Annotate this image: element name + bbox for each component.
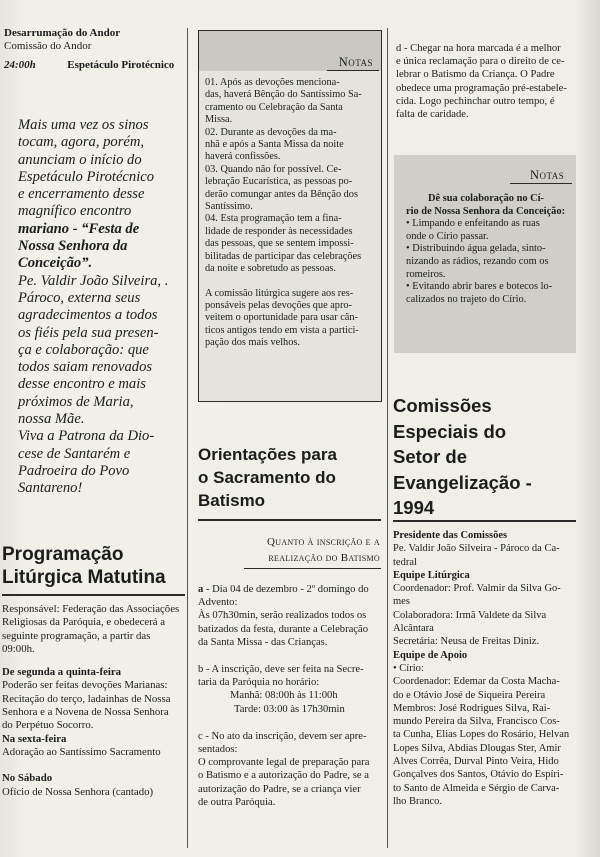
- heading-line: Especiais do: [393, 420, 507, 442]
- section-line: Membros: José Rodrigues Silva, Rai-: [393, 702, 551, 714]
- notas2-lead: Dê sua colaboração no Cí-: [428, 193, 545, 204]
- subhead-underline: [244, 568, 381, 569]
- section-title: Equipe de Apoio: [393, 649, 468, 661]
- heading-line: Evangelização -: [393, 471, 532, 493]
- notas-closing-line: ticos antigos tendo em vista a partici-: [205, 324, 359, 336]
- programacao-heading: [2, 543, 186, 589]
- section-line: to Santo de Almeida e Sérgio de Carva-: [393, 782, 560, 794]
- day-line: Poderão ser feitas devoções Marianas:: [2, 679, 168, 692]
- item-b-line: taria da Paróquia no horário:: [198, 677, 320, 689]
- italic-line: Padroeira do Povo: [18, 462, 130, 479]
- notas2-item: • Distribuindo água gelada, sinto-: [406, 243, 546, 255]
- item-d-line: e única reclamação para o direito de ce-: [396, 56, 565, 68]
- time-line: [4, 59, 184, 72]
- notas-line: nhã e após a Santa Missa da noite: [205, 139, 344, 151]
- italic-line: magnífico encontro: [18, 203, 132, 220]
- italic-line: os fiéis pela sua presen-: [18, 324, 159, 341]
- italic-line: desse encontro e mais: [18, 376, 146, 393]
- day-heading: Na sexta-feira: [2, 732, 67, 745]
- orientacoes-heading: [198, 443, 383, 512]
- notas-tag-1: Notas: [338, 55, 373, 69]
- section-line: Coordenador: Edemar da Costa Macha-: [393, 676, 560, 688]
- italic-line: mariano - “Festa de: [18, 220, 140, 237]
- item-a-line: a - Dia 04 de dezembro - 2º domingo do: [198, 584, 369, 595]
- notas2-item: onde o Círio passar.: [406, 230, 489, 242]
- notas-closing-line: A comissão litúrgica sugere aos res-: [205, 287, 354, 299]
- heading-line: Comissões: [393, 395, 492, 416]
- italic-line: e encerramento desse: [18, 186, 145, 203]
- notas-closing-line: pação dos mais velhos.: [205, 337, 300, 349]
- top-line-1: Desarrumação do Andor: [4, 27, 121, 39]
- hours-line: Manhã: 08:00h às 11:00h: [230, 690, 338, 702]
- italic-line: Nossa Senhora da: [18, 238, 128, 255]
- italic-line: cese de Santarém e: [18, 445, 131, 462]
- section-line: Pe. Valdir João Silveira - Pároco da Ca-: [393, 543, 560, 555]
- notas-line: Santíssimo.: [205, 201, 253, 213]
- item-a-line: Às 07h30min, serão realizados todos os: [198, 610, 367, 622]
- comissoes-heading: [393, 393, 578, 521]
- section-line: lho Branco.: [393, 795, 442, 807]
- top-line-2: Comissão do Andor: [4, 40, 92, 53]
- section-title: Presidente das Comissões: [393, 530, 508, 541]
- batismo-subhead: [198, 534, 380, 566]
- heading-line: Batismo: [198, 491, 266, 510]
- notas-tag-rule-1: [327, 70, 379, 71]
- italic-line: Santareno!: [18, 480, 83, 497]
- notas-line: lebração Eucarística, as pessoas po-: [205, 176, 353, 188]
- programacao-body: [2, 603, 184, 799]
- section-line: Colaboradora: Irmã Valdete da Silva: [393, 609, 547, 621]
- event-time: 24:00h: [4, 59, 36, 72]
- item-c-line: sentados:: [198, 744, 238, 756]
- italic-paragraph: [18, 117, 188, 498]
- notas-line: das, haverá Bênção do Santíssimo Sa-: [205, 89, 362, 101]
- italic-line: Pároco, externa seus: [18, 289, 141, 306]
- hours-line: Tarde: 03:00 às 17h30min: [234, 703, 345, 715]
- section-sub: • Círio:: [393, 662, 424, 674]
- batismo-body: [198, 583, 382, 809]
- day-line: Adoração ao Santíssimo Sacramento: [2, 745, 161, 758]
- notas-line: 03. Quando não for possível. Ce-: [205, 163, 342, 175]
- section-line: Secretária: Neusa de Freitas Diniz.: [393, 636, 540, 648]
- italic-line: agradecimentos a todos: [18, 307, 158, 324]
- item-c-line: o Batismo e a autorização do Padre, se a: [198, 770, 369, 782]
- heading-underline: [2, 594, 185, 596]
- item-b-line: b - A inscrição, deve ser feita na Secre-: [198, 664, 364, 676]
- section-line: Alcântara: [393, 623, 434, 635]
- notas-1-items: [205, 77, 377, 350]
- section-line: tedral: [393, 556, 417, 568]
- notas-line: da noite e sobretudo as pessoas.: [205, 263, 336, 275]
- notas-tag-rule-2: [510, 183, 572, 184]
- column-rule-right: [387, 28, 388, 848]
- item-c-line: de outra Paróquia.: [198, 796, 276, 808]
- notas-line: 04. Esta programação tem a fina-: [205, 213, 342, 225]
- day-line: Ofício de Nossa Senhora (cantado): [2, 785, 154, 798]
- italic-line: ça e colaboração: que: [18, 341, 149, 358]
- section-line: Coordenador: Prof. Valmir da Silva Go-: [393, 583, 561, 595]
- orientacoes-underline: [198, 519, 381, 521]
- item-c-line: c - No ato da inscrição, devem ser apre-: [198, 730, 367, 742]
- notas2-item: • Limpando e enfeitando as ruas: [406, 218, 540, 230]
- italic-line: tocam, agora, porém,: [18, 134, 145, 151]
- notas2-item: nizando as rádios, rezando com os: [406, 255, 549, 267]
- item-a-line: Advento:: [198, 597, 238, 609]
- italic-line: Espetáculo Pirotécnico: [18, 168, 155, 185]
- item-c-line: O comprovante legal de preparação para: [198, 757, 370, 769]
- body-line: Religiosas da Paróquia, e obedecerá a: [2, 616, 166, 629]
- heading-line: Setor de: [393, 446, 468, 467]
- italic-line: Pe. Valdir João Silveira, .: [18, 272, 169, 289]
- notas2-item: calizados no trajeto do Círio.: [406, 293, 527, 305]
- notas-line: Missa.: [205, 114, 233, 126]
- heading-line: o Sacramento do: [198, 468, 336, 487]
- notas-2-content: [406, 193, 572, 306]
- notas2-lead: rio de Nossa Senhora da Conceição:: [406, 205, 566, 217]
- notas-line: 01. Após as devoções menciona-: [205, 77, 340, 88]
- notas-tag-2: Notas: [530, 168, 565, 182]
- heading-line: 1994: [393, 497, 435, 518]
- subhead-line: Quanto à inscrição e a: [267, 536, 380, 548]
- italic-line: todos saiam renovados: [18, 359, 153, 376]
- notas-line: 02. Durante as devoções da ma-: [205, 126, 337, 138]
- body-line: 09:00h.: [2, 642, 35, 655]
- italic-line: Mais uma vez os sinos: [18, 117, 149, 133]
- section-line: mes: [393, 596, 410, 608]
- heading-line: Litúrgica Matutina: [2, 567, 166, 588]
- item-a-line: batizados da festa, durante a Celebração: [198, 623, 369, 635]
- item-d-line: lebrar o Batismo da Criança. O Padre: [396, 69, 555, 81]
- notas-closing-line: ponsáveis pelas devoções que apro-: [205, 299, 352, 311]
- item-a-line: da Santa Missa - das Crianças.: [198, 636, 328, 648]
- day-line: do Perpétuo Socorro.: [2, 719, 94, 732]
- subhead-line: realização do Batismo: [268, 552, 380, 564]
- section-line: mundo Pereira da Silva, Francisco Cos-: [393, 716, 560, 728]
- body-line: seguinte programação, a partir das: [2, 629, 151, 642]
- italic-line: anunciam o início do: [18, 151, 142, 168]
- italic-line: nossa Mãe.: [18, 411, 85, 428]
- italic-line: próximos de Maria,: [18, 393, 134, 410]
- heading-line: Orientações para: [198, 445, 337, 464]
- notas-line: lidade de responder às necessidades: [205, 225, 353, 237]
- item-d-line: cida. Logo pechinchar outro tempo, é: [396, 95, 555, 107]
- item-d-line: falta de caridade.: [396, 109, 469, 121]
- left-column: [4, 27, 184, 73]
- item-d: [396, 42, 576, 121]
- comissoes-body: [393, 529, 577, 808]
- section-line: ta Cunha, Elias Lopes do Rosário, Helvan: [393, 729, 570, 741]
- notas-box-1: [198, 30, 382, 402]
- italic-line: Viva a Patrona da Dio-: [18, 428, 155, 445]
- section-line: Lopes Silva, Abdias Dlougas Ster, Amir: [393, 742, 561, 754]
- notas2-item: romeiros.: [406, 268, 446, 280]
- section-title: Equipe Litúrgica: [393, 569, 470, 581]
- day-heading: No Sábado: [2, 772, 53, 785]
- section-line: Alves Corrêa, Durval Pinto Veira, Hido: [393, 756, 559, 768]
- item-d-line: obedece uma programação pré-estabele-: [396, 82, 567, 94]
- day-line: Recitação do terço, ladainhas de Nossa: [2, 692, 171, 705]
- section-line: do e Otávio José de Siqueira Pereira: [393, 689, 546, 701]
- section-line: Gonçalves dos Santos, Otávio do Espíri-: [393, 769, 564, 781]
- heading-line: Programação: [2, 544, 124, 565]
- notas-line: das pessoas, que se sentem impossi-: [205, 238, 354, 250]
- notas2-item: • Evitando abrir bares e botecos lo-: [406, 281, 553, 293]
- item-c-line: autorização do Padre, se a criança vier: [198, 783, 361, 795]
- italic-line: Conceição”.: [18, 255, 93, 272]
- body-line: Responsável: Federação das Associações: [2, 603, 180, 615]
- comissoes-underline: [393, 520, 576, 522]
- event-name: Espetáculo Pirotécnico: [67, 59, 175, 72]
- item-d-line: d - Chegar na hora marcada é a melhor: [396, 43, 561, 54]
- notas-line: cramento ou Celebração da Santa: [205, 101, 343, 113]
- notas-line: haverá confissões.: [205, 151, 281, 163]
- notas-line: bilitadas de participar das celebrações: [205, 250, 362, 262]
- notas-line: derão comungar antes da Bênção dos: [205, 188, 358, 200]
- day-line: Senhora e a Novena de Nossa Senhora: [2, 706, 169, 719]
- notas-closing-line: veitem o oportunidade para usar cân-: [205, 312, 358, 324]
- day-heading: De segunda a quinta-feira: [2, 666, 122, 679]
